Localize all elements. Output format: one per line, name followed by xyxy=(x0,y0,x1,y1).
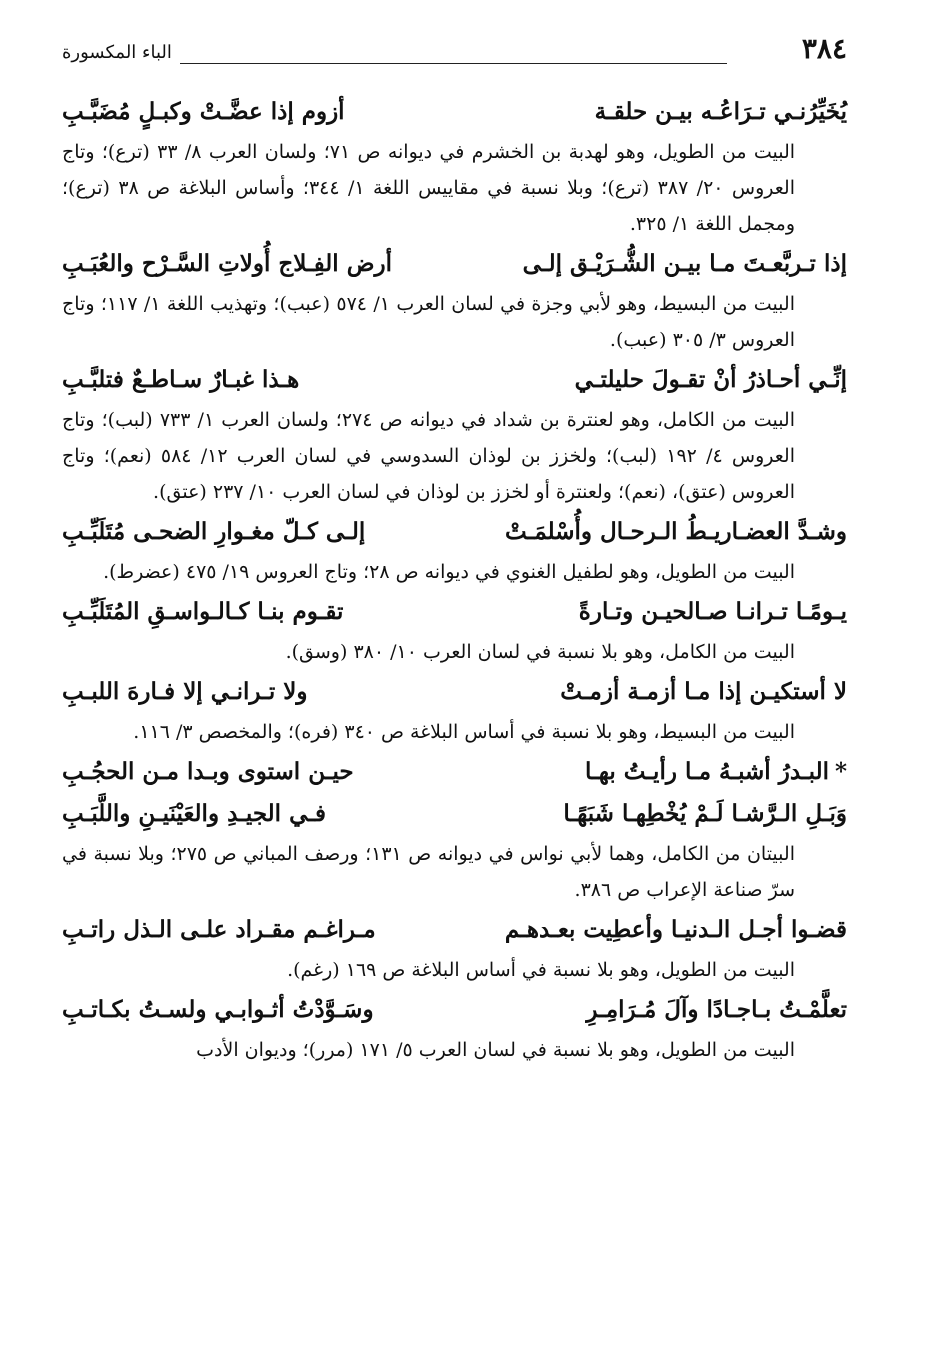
second-hemistich: مـراغـم مقـراد علـى الـذل راتـبِ xyxy=(62,916,376,943)
verse-line xyxy=(62,92,847,134)
poetry-entry xyxy=(62,752,847,908)
second-hemistich: ولا تـرانـي إلا فـارهَ اللبـبِ xyxy=(62,678,308,705)
verse-line xyxy=(62,990,847,1032)
second-hemistich: إلـى كـلّ مغـوارِ الضحـى مُتَلَبِّـبِ xyxy=(62,518,366,545)
second-hemistich: أرض الفِـلاج أُولاتِ السَّـرْح والعُبَـبِ xyxy=(62,250,392,277)
first-hemistich: يـومًـا تـرانـا صـالحيـن وتـارةً xyxy=(578,598,847,625)
page-content xyxy=(62,92,847,1070)
poetry-entry xyxy=(62,244,847,358)
running-title: الباء المكسورة xyxy=(62,42,172,63)
first-hemistich: يُخَيِّرُنـي تـرَاعُـه بيـن حلقـة xyxy=(594,98,847,125)
verse-line xyxy=(62,592,847,634)
poetry-entry xyxy=(62,512,847,590)
first-hemistich: وشـدَّ العضـاريـطُ الـرحـال وأُسْلمَـتْ xyxy=(505,518,847,545)
page-header xyxy=(62,30,847,70)
verse-line xyxy=(62,752,847,794)
second-hemistich: هـذا غبـارٌ سـاطـعٌ فتلبَّـبِ xyxy=(62,366,300,393)
poetry-entry xyxy=(62,910,847,988)
poetry-entry xyxy=(62,92,847,242)
verse-line xyxy=(62,910,847,952)
verse-line xyxy=(62,360,847,402)
poetry-entry xyxy=(62,990,847,1068)
second-hemistich: تقـوم بنـا كـالـواسـقِ المُتَلَبِّـبِ xyxy=(62,598,344,625)
source-note: البيت من البسيط، وهو لأبي وجزة في لسان العرب ١/ ٥٧٤ (عبب)؛ وتهذيب اللغة ١/ ١١٧؛ وتاج العروس ٣/ ٣٠٥ (عبب). xyxy=(62,293,795,351)
second-hemistich: فـي الجيـدِ والعَيْنَيـنِ واللَّبَـبِ xyxy=(62,800,326,827)
first-hemistich: لا أستكيـن إذا مـا أزمـة أزمـتْ xyxy=(560,678,847,705)
verse-line xyxy=(62,512,847,554)
first-hemistich: إذا تـربَّعـتَ مـا بيـن الشُّـرَيْـق إلـى xyxy=(522,250,847,277)
source-note: البيت من الطويل، وهو بلا نسبة في أساس البلاغة ص ١٦٩ (رغم). xyxy=(287,959,795,981)
second-hemistich: أزوم إذا عضَّـتْ وكبـلٍ مُضَبَّـبِ xyxy=(62,98,345,125)
first-hemistich: وَبَـلِ الـرَّشـا لَـمْ يُخْطِهـا شَبَهًـا xyxy=(563,800,847,827)
source-note: البيت من الطويل، وهو بلا نسبة في لسان العرب ٥/ ١٧١ (مرر)؛ وديوان الأدب xyxy=(196,1039,795,1061)
source-note: البيت من الطويل، وهو لطفيل الغنوي في ديوانه ص ٢٨؛ وتاج العروس ١٩/ ٤٧٥ (عضرط). xyxy=(103,561,795,583)
star-marker: * xyxy=(834,758,847,785)
source-note: البيت من الكامل، وهو بلا نسبة في لسان العرب ١٠/ ٣٨٠ (وسق). xyxy=(285,641,795,663)
first-hemistich xyxy=(585,752,847,792)
poetry-entry xyxy=(62,592,847,670)
header-rule xyxy=(180,63,727,64)
verse-line xyxy=(62,794,847,836)
poetry-entry xyxy=(62,360,847,510)
first-hemistich: تعلَّمْـتُ بـاجـادًا وآلَ مُـرَامِـرِ xyxy=(586,996,847,1023)
second-hemistich: وسَـوَّدْتُ أثـوابـي ولسـتُ بكـاتـبِ xyxy=(62,996,374,1023)
source-note: البيت من الكامل، وهو لعنترة بن شداد في ديوانه ص ٢٧٤؛ ولسان العرب ١/ ٧٣٣ (لبب)؛ وتاج العروس ٤/ ١٩٢ (لبب)؛ ولخزز بن لوذان السدوسي في لسان العرب ١٢/ ٥٨٤ (نعم)؛ وتاج العروس (عتق)، (نعم)؛ ولعنترة أو لخزز بن لوذان في لسان العرب ١٠/ ٢٣٧ (عتق). xyxy=(62,409,795,503)
first-hemistich: قضـوا أجـل الـدنيـا وأعطِيت بعـدهـم xyxy=(504,916,847,943)
source-note: البيتان من الكامل، وهما لأبي نواس في ديوانه ص ١٣١؛ ورصف المباني ص ٢٧٥؛ وبلا نسبة في سرّ صناعة الإعراب ص ٣٨٦. xyxy=(62,843,795,901)
verse-line xyxy=(62,244,847,286)
first-hemistich-text: البـدرُ أشبـهُ مـا رأيـتُ بهـا xyxy=(584,758,829,785)
poetry-entry xyxy=(62,672,847,750)
first-hemistich: إنِّـي أحـاذرُ أنْ تقـولَ حليلتـي xyxy=(574,366,847,393)
verse-line xyxy=(62,672,847,714)
source-note: البيت من الطويل، وهو لهدبة بن الخشرم في ديوانه ص ٧١؛ ولسان العرب ٨/ ٣٣ (ترع)؛ وتاج العروس ٢٠/ ٣٨٧ (ترع)؛ وبلا نسبة في مقاييس اللغة ١/ ٣٤٤؛ وأساس البلاغة ص ٣٨ (ترع)؛ ومجمل اللغة ١/ ٣٢٥. xyxy=(62,141,796,235)
second-hemistich: حيـن استوى وبـدا مـن الحجُـبِ xyxy=(62,758,354,785)
source-note: البيت من البسيط، وهو بلا نسبة في أساس البلاغة ص ٣٤٠ (فره)؛ والمخصص ٣/ ١١٦. xyxy=(133,721,795,743)
page-number: ٣٨٤ xyxy=(801,32,847,65)
